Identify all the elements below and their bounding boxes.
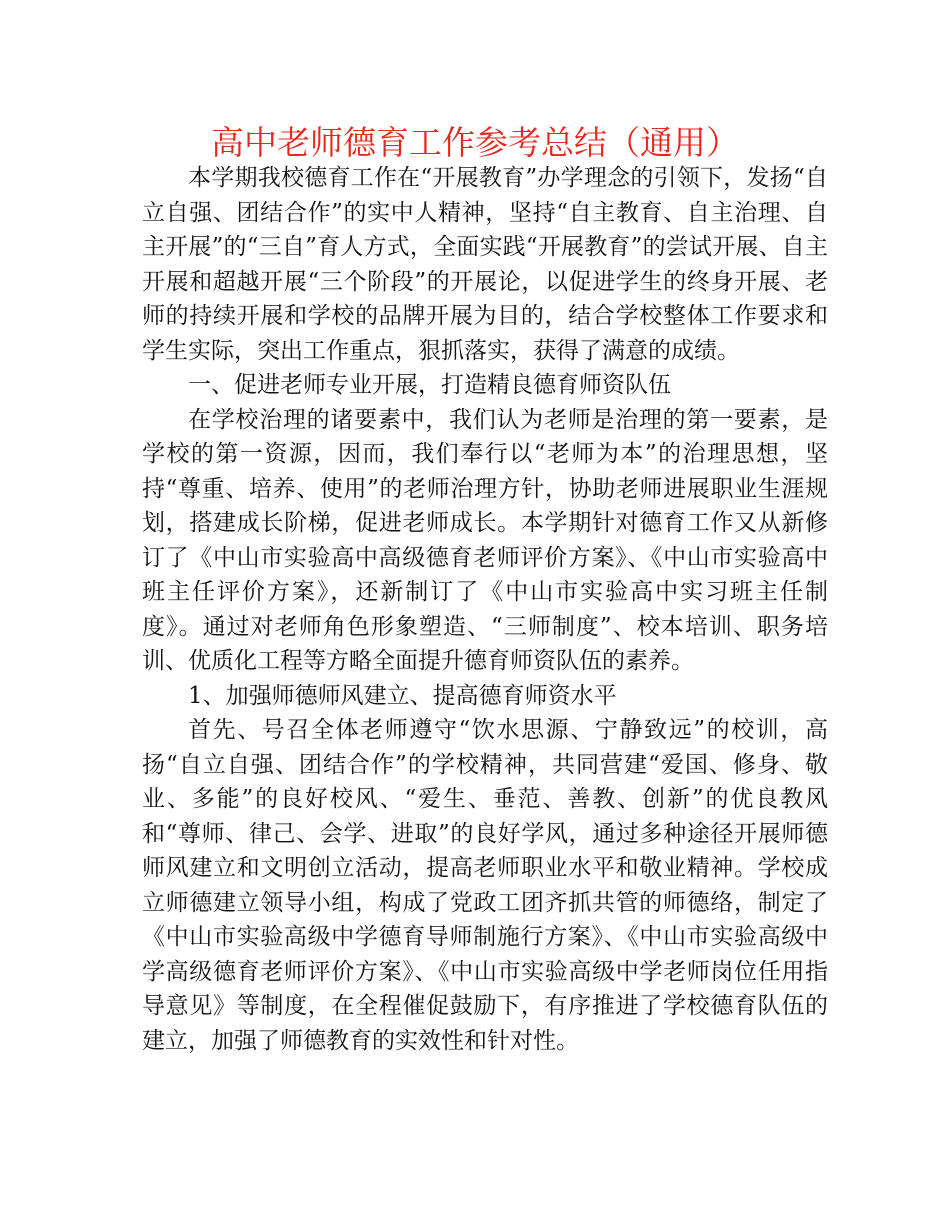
paragraph-intro: 本学期我校德育工作在“开展教育”办学理念的引领下，发扬“自立自强、团结合作”的实中人精神，坚持“自主教育、自主治理、自主开展”的“三自”育人方式，全面实践“开展教育”的尝试开展、自主开展和超越开展“三个阶段”的开展论，以促进学生的终身开展、老师的持续开展和学校的品牌开展为目的，结合学校整体工作要求和学生实际，突出工作重点，狠抓落实，获得了满意的成绩。: [142, 165, 828, 364]
section-heading-1: 一、促进老师专业开展，打造精良德育师资队伍: [188, 372, 671, 398]
document-title: 高中老师德育工作参考总结（通用）: [211, 123, 739, 162]
subsection-heading-1: 1、加强师德师风建立、提高德育师资水平: [188, 682, 617, 709]
paragraph-subsection-1: 首先、号召全体老师遵守“饮水思源、宁静致远”的校训，高扬“自立自强、团结合作”的学校精神，共同营建“爱国、修身、敬业、多能”的良好校风、“爱生、垂范、善教、创新”的优良教风和“尊师、律己、会学、进取”的良好学风，通过多种途径开展师德师风建立和文明创立活动，提高老师职业水平和敬业精神。学校成立师德建立领导小组，构成了党政工团齐抓共管的师德络，制定了《中山市实验高级中学德育导师制施行方案》、《中山市实验高级中学高级德育老师评价方案》、《中山市实验高级中学老师岗位任用指导意见》等制度，在全程催促鼓励下，有序推进了学校德育队伍的建立，加强了师德教育的实效性和针对性。: [142, 717, 828, 1054]
paragraph-section-1: 在学校治理的诸要素中，我们认为老师是治理的第一要素，是学校的第一资源，因而，我们奉行以“老师为本”的治理思想，坚持“尊重、培养、使用”的老师治理方针，协助老师进展职业生涯规划，搭建成长阶梯，促进老师成长。本学期针对德育工作又从新修订了《中山市实验高中高级德育老师评价方案》、《中山市实验高中班主任评价方案》，还新制订了《中山市实验高中实习班主任制度》。通过对老师角色形象塑造、“三师制度”、校本培训、职务培训、优质化工程等方略全面提升德育师资队伍的素养。: [142, 406, 828, 674]
document-body: [142, 161, 828, 1058]
